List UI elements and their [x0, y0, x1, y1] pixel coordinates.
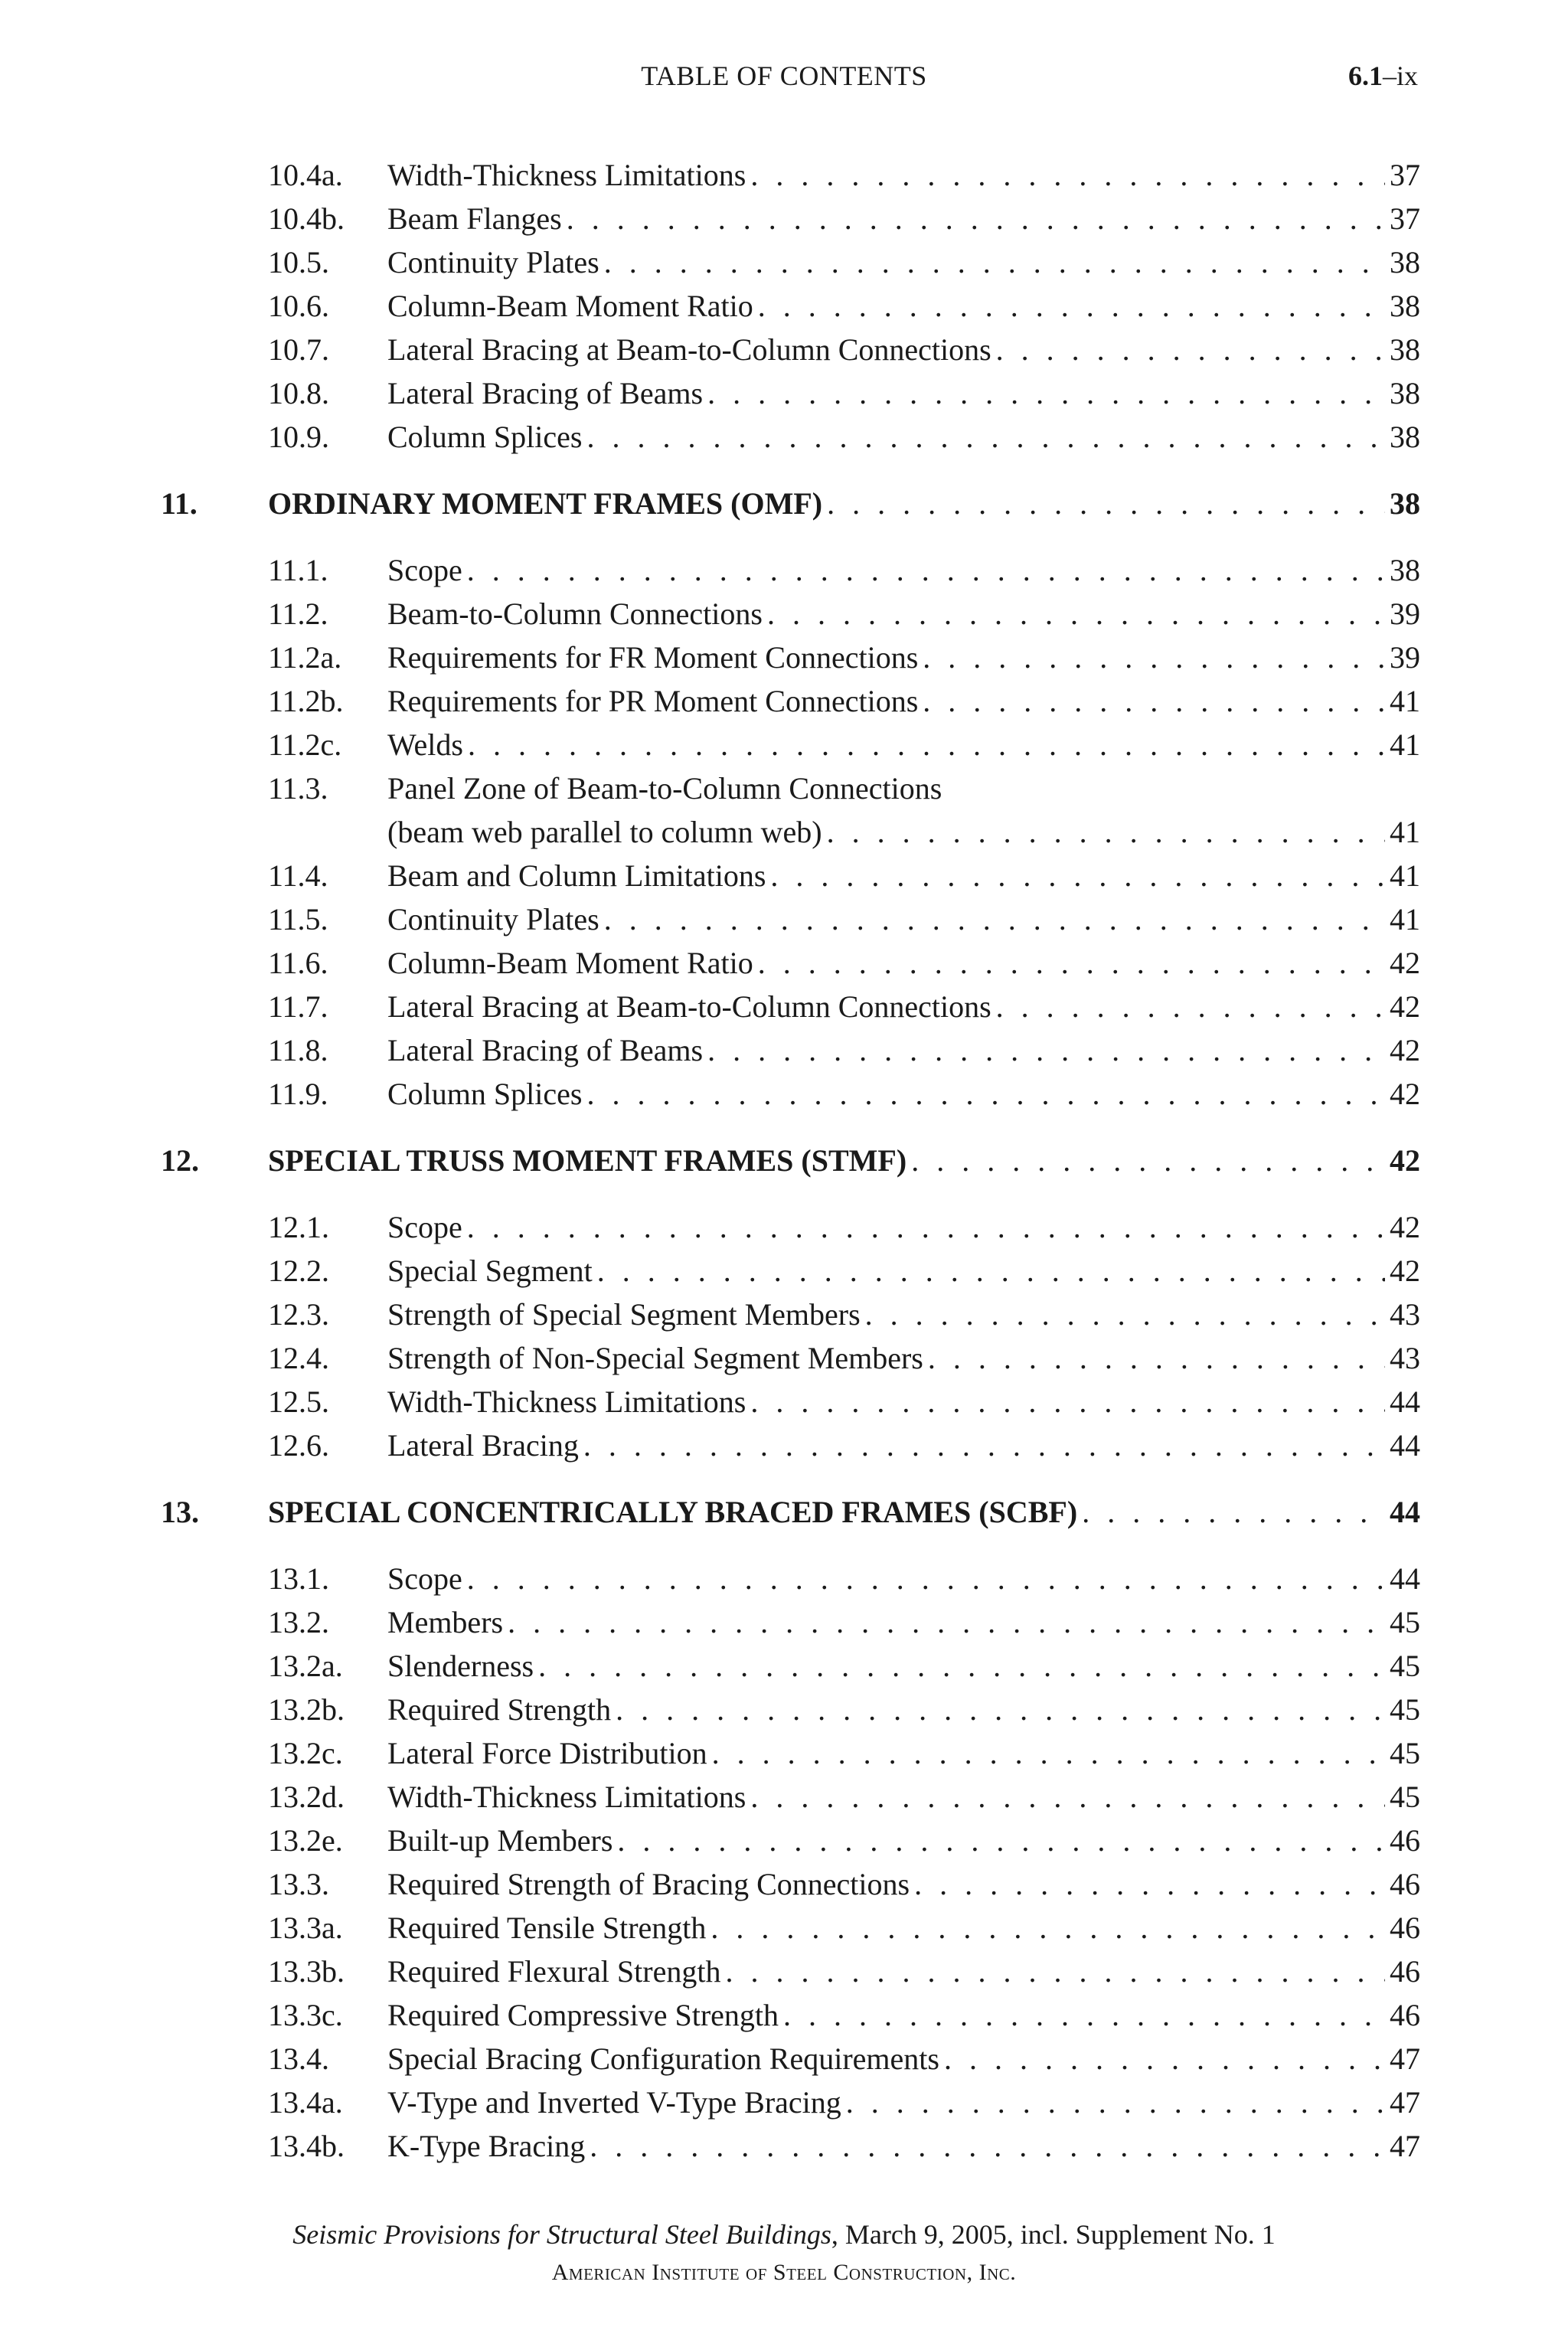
- toc-entry-number: 12.1.: [268, 1210, 329, 1244]
- toc-entry-row: [161, 415, 1420, 459]
- dot-leader: [906, 1139, 1385, 1182]
- toc-entry-line: [387, 1993, 1420, 2037]
- dot-leader: [763, 592, 1385, 636]
- dot-leader: [861, 1293, 1385, 1336]
- toc-entry-line: [387, 284, 1420, 328]
- toc-page-number: 42: [1390, 946, 1420, 980]
- toc-entry-title: Width-Thickness Limitations: [387, 158, 746, 192]
- toc-entry-number: 11.1.: [268, 553, 328, 587]
- toc-entry-row: [161, 1249, 1420, 1293]
- toc-entry-number: 12.4.: [268, 1341, 329, 1375]
- toc-entry-row: [161, 1205, 1420, 1249]
- toc-page-number: 46: [1390, 1823, 1420, 1858]
- dot-leader: [918, 679, 1385, 723]
- toc-entry-title: Required Flexural Strength: [387, 1954, 721, 1989]
- toc-page-number: 41: [1390, 727, 1420, 762]
- toc-entry-title: Members: [387, 1605, 504, 1639]
- toc-entry-title: Column Splices: [387, 420, 583, 454]
- toc-entry-row: [161, 941, 1420, 985]
- toc-entry-title: Lateral Bracing at Beam-to-Column Connections: [387, 332, 991, 367]
- dot-leader: [562, 197, 1385, 240]
- dot-leader: [703, 371, 1385, 415]
- dot-leader: [746, 1380, 1385, 1424]
- dot-leader: [746, 1775, 1385, 1819]
- toc-entry-title: Continuity Plates: [387, 245, 599, 279]
- page-number-roman: –ix: [1382, 60, 1418, 91]
- dot-leader: [841, 2081, 1385, 2124]
- toc-entry-number: 10.9.: [268, 420, 329, 454]
- dot-leader: [579, 1424, 1385, 1467]
- toc-entry-number: 10.4a.: [268, 158, 343, 192]
- dot-leader: [707, 1731, 1385, 1775]
- toc-entry-line: [387, 1072, 1420, 1116]
- toc-entry-row: [161, 2124, 1420, 2168]
- toc-entry-line: [387, 240, 1420, 284]
- toc-entry-number: 13.2e.: [268, 1823, 343, 1858]
- toc-entry-number: 13.4a.: [268, 2085, 343, 2120]
- toc-entry-number: 13.3b.: [268, 1954, 345, 1989]
- dot-leader: [599, 897, 1385, 941]
- toc-page-number: 45: [1390, 1692, 1420, 1727]
- toc-entry-title: Beam-to-Column Connections: [387, 597, 763, 631]
- toc-page-number: 46: [1390, 1954, 1420, 1989]
- toc-entry-title: Scope: [387, 1561, 462, 1596]
- toc-entry-row: [161, 153, 1420, 197]
- toc-entry-line: [387, 1293, 1420, 1336]
- toc-page-number: 46: [1390, 1998, 1420, 2032]
- toc-entry-title: (beam web parallel to column web): [387, 815, 822, 849]
- toc-entry-number: 12.: [161, 1143, 199, 1178]
- toc-entry-number: 11.9.: [268, 1077, 328, 1111]
- dot-leader: [991, 328, 1385, 371]
- toc-page-number: 42: [1390, 989, 1420, 1024]
- toc-page-number: 42: [1390, 1210, 1420, 1244]
- dot-leader: [534, 1644, 1385, 1688]
- toc-page-number: 39: [1390, 640, 1420, 675]
- toc-page-number: 38: [1390, 553, 1420, 587]
- toc-page-number: 41: [1390, 902, 1420, 937]
- toc-page-number: 38: [1390, 376, 1420, 410]
- toc-entry-number: 11.2a.: [268, 640, 342, 675]
- toc-page-number: 44: [1390, 1384, 1420, 1419]
- toc-page-number: 38: [1390, 245, 1420, 279]
- dot-leader: [612, 1819, 1385, 1862]
- toc-entry-title: Width-Thickness Limitations: [387, 1780, 746, 1814]
- toc-entry-line: [387, 1205, 1420, 1249]
- toc-entry-title: Welds: [387, 727, 463, 762]
- toc-entry-title: Required Strength: [387, 1692, 612, 1727]
- toc-page-number: 41: [1390, 858, 1420, 893]
- toc-section-row: [161, 482, 1420, 525]
- toc-entry-title: ORDINARY MOMENT FRAMES (OMF): [268, 486, 823, 521]
- toc-page-number: 37: [1390, 201, 1420, 236]
- toc-page-number: 45: [1390, 1649, 1420, 1683]
- toc-entry-row: [161, 1906, 1420, 1950]
- toc-entry-row: [161, 1336, 1420, 1380]
- toc-entry-line: [387, 1731, 1420, 1775]
- toc-page-number: 43: [1390, 1341, 1420, 1375]
- toc-entry-title: Width-Thickness Limitations: [387, 1384, 746, 1419]
- toc-entry-row: [161, 1775, 1420, 1819]
- table-of-contents: [161, 153, 1420, 2168]
- toc-entry-title: Special Segment: [387, 1254, 593, 1288]
- toc-entry-row: [161, 1862, 1420, 1906]
- toc-entry-title: V-Type and Inverted V-Type Bracing: [387, 2085, 841, 2120]
- toc-entry-line: [387, 2081, 1420, 2124]
- toc-entry-line: [387, 1424, 1420, 1467]
- toc-entry-number: 13.2b.: [268, 1692, 345, 1727]
- toc-entry-title: Strength of Special Segment Members: [387, 1297, 861, 1332]
- toc-entry-row: [161, 1731, 1420, 1775]
- toc-entry-number: 10.7.: [268, 332, 329, 367]
- toc-entry-line: [387, 1336, 1420, 1380]
- toc-section-row: [161, 1139, 1420, 1182]
- toc-entry-number: 11.2b.: [268, 684, 344, 718]
- toc-entry-row: [161, 548, 1420, 592]
- dot-leader: [939, 2037, 1385, 2081]
- toc-entry-title: Required Compressive Strength: [387, 1998, 779, 2032]
- toc-entry-title: Column-Beam Moment Ratio: [387, 946, 753, 980]
- toc-page-number: 38: [1390, 486, 1420, 521]
- dot-leader: [753, 941, 1385, 985]
- dot-leader: [462, 548, 1385, 592]
- toc-entry-number: 10.4b.: [268, 201, 345, 236]
- dot-leader: [462, 1557, 1385, 1600]
- toc-entry-title: SPECIAL CONCENTRICALLY BRACED FRAMES (SCBF): [268, 1495, 1078, 1529]
- toc-page-number: 43: [1390, 1297, 1420, 1332]
- toc-entry-number: 13.4b.: [268, 2129, 345, 2163]
- toc-page-number: 44: [1390, 1428, 1420, 1463]
- toc-entry-row: [161, 1028, 1420, 1072]
- dot-leader: [463, 723, 1385, 767]
- toc-entry-row: [161, 1600, 1420, 1644]
- running-head: [0, 60, 1568, 98]
- toc-entry-number: 13.: [161, 1495, 199, 1529]
- toc-entry-title: Scope: [387, 553, 462, 587]
- toc-entry-line: [268, 482, 1420, 525]
- toc-entry-title: Required Strength of Bracing Connections: [387, 1867, 910, 1901]
- toc-entry-line: [387, 1775, 1420, 1819]
- page-number: [1348, 60, 1418, 92]
- toc-entry-row: [161, 328, 1420, 371]
- dot-leader: [822, 810, 1385, 854]
- toc-entry-line: [387, 1688, 1420, 1731]
- toc-page-number: 41: [1390, 815, 1420, 849]
- toc-entry-row: [161, 1688, 1420, 1731]
- toc-entry-title: Lateral Bracing of Beams: [387, 1033, 704, 1067]
- toc-entry-line: [387, 985, 1420, 1028]
- dot-leader: [585, 2124, 1385, 2168]
- toc-entry-number: 10.6.: [268, 289, 329, 323]
- toc-entry-title: Requirements for FR Moment Connections: [387, 640, 919, 675]
- toc-entry-line: [387, 328, 1420, 371]
- page-number-chapter: 6.1: [1348, 60, 1383, 91]
- toc-entry-number: 11.5.: [268, 902, 328, 937]
- toc-entry-line: [387, 636, 1420, 679]
- toc-entry-row: [161, 1380, 1420, 1424]
- toc-page-number: 47: [1390, 2041, 1420, 2076]
- dot-leader: [720, 1950, 1385, 1993]
- toc-entry-row: [161, 810, 1420, 854]
- toc-entry-number: 10.5.: [268, 245, 329, 279]
- toc-page-number: 46: [1390, 1911, 1420, 1945]
- toc-entry-title: Column Splices: [387, 1077, 583, 1111]
- toc-entry-number: 11.8.: [268, 1033, 328, 1067]
- toc-page-number: 39: [1390, 597, 1420, 631]
- toc-page-number: 46: [1390, 1867, 1420, 1901]
- toc-entry-title: Panel Zone of Beam-to-Column Connections: [387, 771, 942, 806]
- toc-entry-title: Requirements for PR Moment Connections: [387, 684, 919, 718]
- toc-entry-line: [387, 1862, 1420, 1906]
- toc-entry-title: Column-Beam Moment Ratio: [387, 289, 753, 323]
- toc-entry-row: [161, 1424, 1420, 1467]
- footer-publisher: American Institute of Steel Construction, Inc.: [551, 2260, 1017, 2285]
- toc-entry-number: 11.7.: [268, 989, 328, 1024]
- toc-entry-line: [387, 548, 1420, 592]
- toc-entry-row: [161, 1293, 1420, 1336]
- toc-entry-row: [161, 2037, 1420, 2081]
- toc-entry-number: 12.3.: [268, 1297, 329, 1332]
- toc-section-row: [161, 1490, 1420, 1534]
- dot-leader: [822, 482, 1385, 525]
- toc-entry-row: [161, 371, 1420, 415]
- toc-page-number: 44: [1390, 1495, 1420, 1529]
- footer-date: , March 9, 2005, incl. Supplement No. 1: [831, 2219, 1276, 2250]
- toc-page-number: 38: [1390, 332, 1420, 367]
- toc-entry-title: Lateral Force Distribution: [387, 1736, 707, 1770]
- toc-page-number: 38: [1390, 420, 1420, 454]
- toc-entry-number: 13.3a.: [268, 1911, 343, 1945]
- toc-entry-line: [387, 415, 1420, 459]
- toc-page-number: 42: [1390, 1254, 1420, 1288]
- running-head-title: TABLE OF CONTENTS: [641, 60, 927, 91]
- toc-entry-title: Continuity Plates: [387, 902, 599, 937]
- toc-entry-row: [161, 1072, 1420, 1116]
- toc-entry-number: 13.2c.: [268, 1736, 343, 1770]
- toc-page-number: 42: [1390, 1077, 1420, 1111]
- toc-entry-number: 13.2.: [268, 1605, 329, 1639]
- dot-leader: [582, 1072, 1385, 1116]
- footer-book-title: Seismic Provisions for Structural Steel Buildings: [292, 2219, 831, 2250]
- toc-entry-line: [387, 1028, 1420, 1072]
- footer-citation: [0, 2215, 1568, 2254]
- toc-entry-number: 11.: [161, 486, 198, 521]
- toc-page-number: 45: [1390, 1780, 1420, 1814]
- toc-entry-title: Lateral Bracing at Beam-to-Column Connections: [387, 989, 991, 1024]
- toc-entry-number: 12.2.: [268, 1254, 329, 1288]
- toc-entry-line: [387, 810, 1420, 854]
- toc-entry-line: [268, 1490, 1420, 1534]
- dot-leader: [918, 636, 1385, 679]
- toc-page-number: 45: [1390, 1736, 1420, 1770]
- toc-page-number: 42: [1390, 1143, 1420, 1178]
- dot-leader: [593, 1249, 1385, 1293]
- dot-leader: [766, 854, 1385, 897]
- toc-entry-row: [161, 1819, 1420, 1862]
- toc-entry-line: [387, 1950, 1420, 1993]
- toc-entry-title: Lateral Bracing: [387, 1428, 579, 1463]
- toc-entry-title: SPECIAL TRUSS MOMENT FRAMES (STMF): [268, 1143, 907, 1178]
- toc-entry-line: [387, 767, 1420, 810]
- dot-leader: [706, 1906, 1385, 1950]
- toc-entry-row: [161, 723, 1420, 767]
- toc-page-number: 47: [1390, 2129, 1420, 2163]
- toc-entry-line: [387, 1600, 1420, 1644]
- toc-entry-number: 11.4.: [268, 858, 328, 893]
- toc-entry-line: [387, 941, 1420, 985]
- toc-page-number: 45: [1390, 1605, 1420, 1639]
- toc-entry-number: 12.5.: [268, 1384, 329, 1419]
- toc-entry-row: [161, 592, 1420, 636]
- toc-entry-title: Special Bracing Configuration Requirements: [387, 2041, 939, 2076]
- toc-entry-title: Slenderness: [387, 1649, 534, 1683]
- toc-entry-number: 13.2d.: [268, 1780, 345, 1814]
- toc-entry-title: Scope: [387, 1210, 462, 1244]
- dot-leader: [746, 153, 1385, 197]
- toc-entry-line: [387, 371, 1420, 415]
- toc-entry-row: [161, 197, 1420, 240]
- toc-entry-row: [161, 284, 1420, 328]
- toc-entry-row: [161, 985, 1420, 1028]
- dot-leader: [462, 1205, 1385, 1249]
- toc-entry-line: [387, 1644, 1420, 1688]
- toc-entry-row: [161, 1993, 1420, 2037]
- toc-entry-line: [387, 723, 1420, 767]
- dot-leader: [703, 1028, 1385, 1072]
- toc-entry-line: [387, 1819, 1420, 1862]
- toc-entry-line: [387, 1249, 1420, 1293]
- toc-entry-number: 13.2a.: [268, 1649, 343, 1683]
- toc-page-number: 42: [1390, 1033, 1420, 1067]
- toc-entry-number: 13.1.: [268, 1561, 329, 1596]
- toc-page-number: 37: [1390, 158, 1420, 192]
- toc-entry-title: Strength of Non-Special Segment Members: [387, 1341, 923, 1375]
- toc-entry-number: 11.3.: [268, 771, 328, 806]
- toc-entry-line: [387, 897, 1420, 941]
- toc-entry-line: [387, 1557, 1420, 1600]
- toc-entry-row: [161, 240, 1420, 284]
- toc-entry-row: [161, 897, 1420, 941]
- toc-entry-row: [161, 636, 1420, 679]
- toc-entry-row: [161, 1557, 1420, 1600]
- toc-entry-number: 10.8.: [268, 376, 329, 410]
- toc-entry-number: 11.6.: [268, 946, 328, 980]
- toc-entry-title: Required Tensile Strength: [387, 1911, 707, 1945]
- dot-leader: [923, 1336, 1385, 1380]
- toc-entry-line: [387, 854, 1420, 897]
- toc-entry-line: [387, 153, 1420, 197]
- toc-entry-title: Built-up Members: [387, 1823, 613, 1858]
- dot-leader: [779, 1993, 1385, 2037]
- dot-leader: [611, 1688, 1385, 1731]
- toc-entry-number: 11.2.: [268, 597, 328, 631]
- toc-entry-number: 13.4.: [268, 2041, 329, 2076]
- toc-entry-number: 13.3.: [268, 1867, 329, 1901]
- toc-page-number: 38: [1390, 289, 1420, 323]
- toc-entry-title: Beam Flanges: [387, 201, 562, 236]
- toc-entry-number: 12.6.: [268, 1428, 329, 1463]
- dot-leader: [582, 415, 1385, 459]
- toc-entry-row: [161, 2081, 1420, 2124]
- toc-page-number: 41: [1390, 684, 1420, 718]
- toc-entry-title: Lateral Bracing of Beams: [387, 376, 704, 410]
- dot-leader: [503, 1600, 1385, 1644]
- toc-page-number: 47: [1390, 2085, 1420, 2120]
- dot-leader: [753, 284, 1385, 328]
- toc-entry-line: [387, 1380, 1420, 1424]
- toc-page-number: 44: [1390, 1561, 1420, 1596]
- toc-entry-number: 11.2c.: [268, 727, 342, 762]
- toc-entry-line: [387, 1906, 1420, 1950]
- toc-entry-row: [161, 1644, 1420, 1688]
- toc-entry-line: [387, 2037, 1420, 2081]
- dot-leader: [1077, 1490, 1385, 1534]
- toc-entry-row: [161, 854, 1420, 897]
- toc-entry-row: [161, 767, 1420, 810]
- toc-entry-line: [387, 2124, 1420, 2168]
- toc-entry-title: K-Type Bracing: [387, 2129, 586, 2163]
- toc-entry-line: [387, 197, 1420, 240]
- dot-leader: [910, 1862, 1385, 1906]
- toc-entry-row: [161, 679, 1420, 723]
- toc-entry-number: 13.3c.: [268, 1998, 343, 2032]
- dot-leader: [599, 240, 1385, 284]
- page-footer: [0, 2215, 1568, 2292]
- toc-entry-line: [268, 1139, 1420, 1182]
- toc-entry-line: [387, 679, 1420, 723]
- dot-leader: [991, 985, 1385, 1028]
- toc-entry-line: [387, 592, 1420, 636]
- toc-entry-row: [161, 1950, 1420, 1993]
- toc-entry-title: Beam and Column Limitations: [387, 858, 766, 893]
